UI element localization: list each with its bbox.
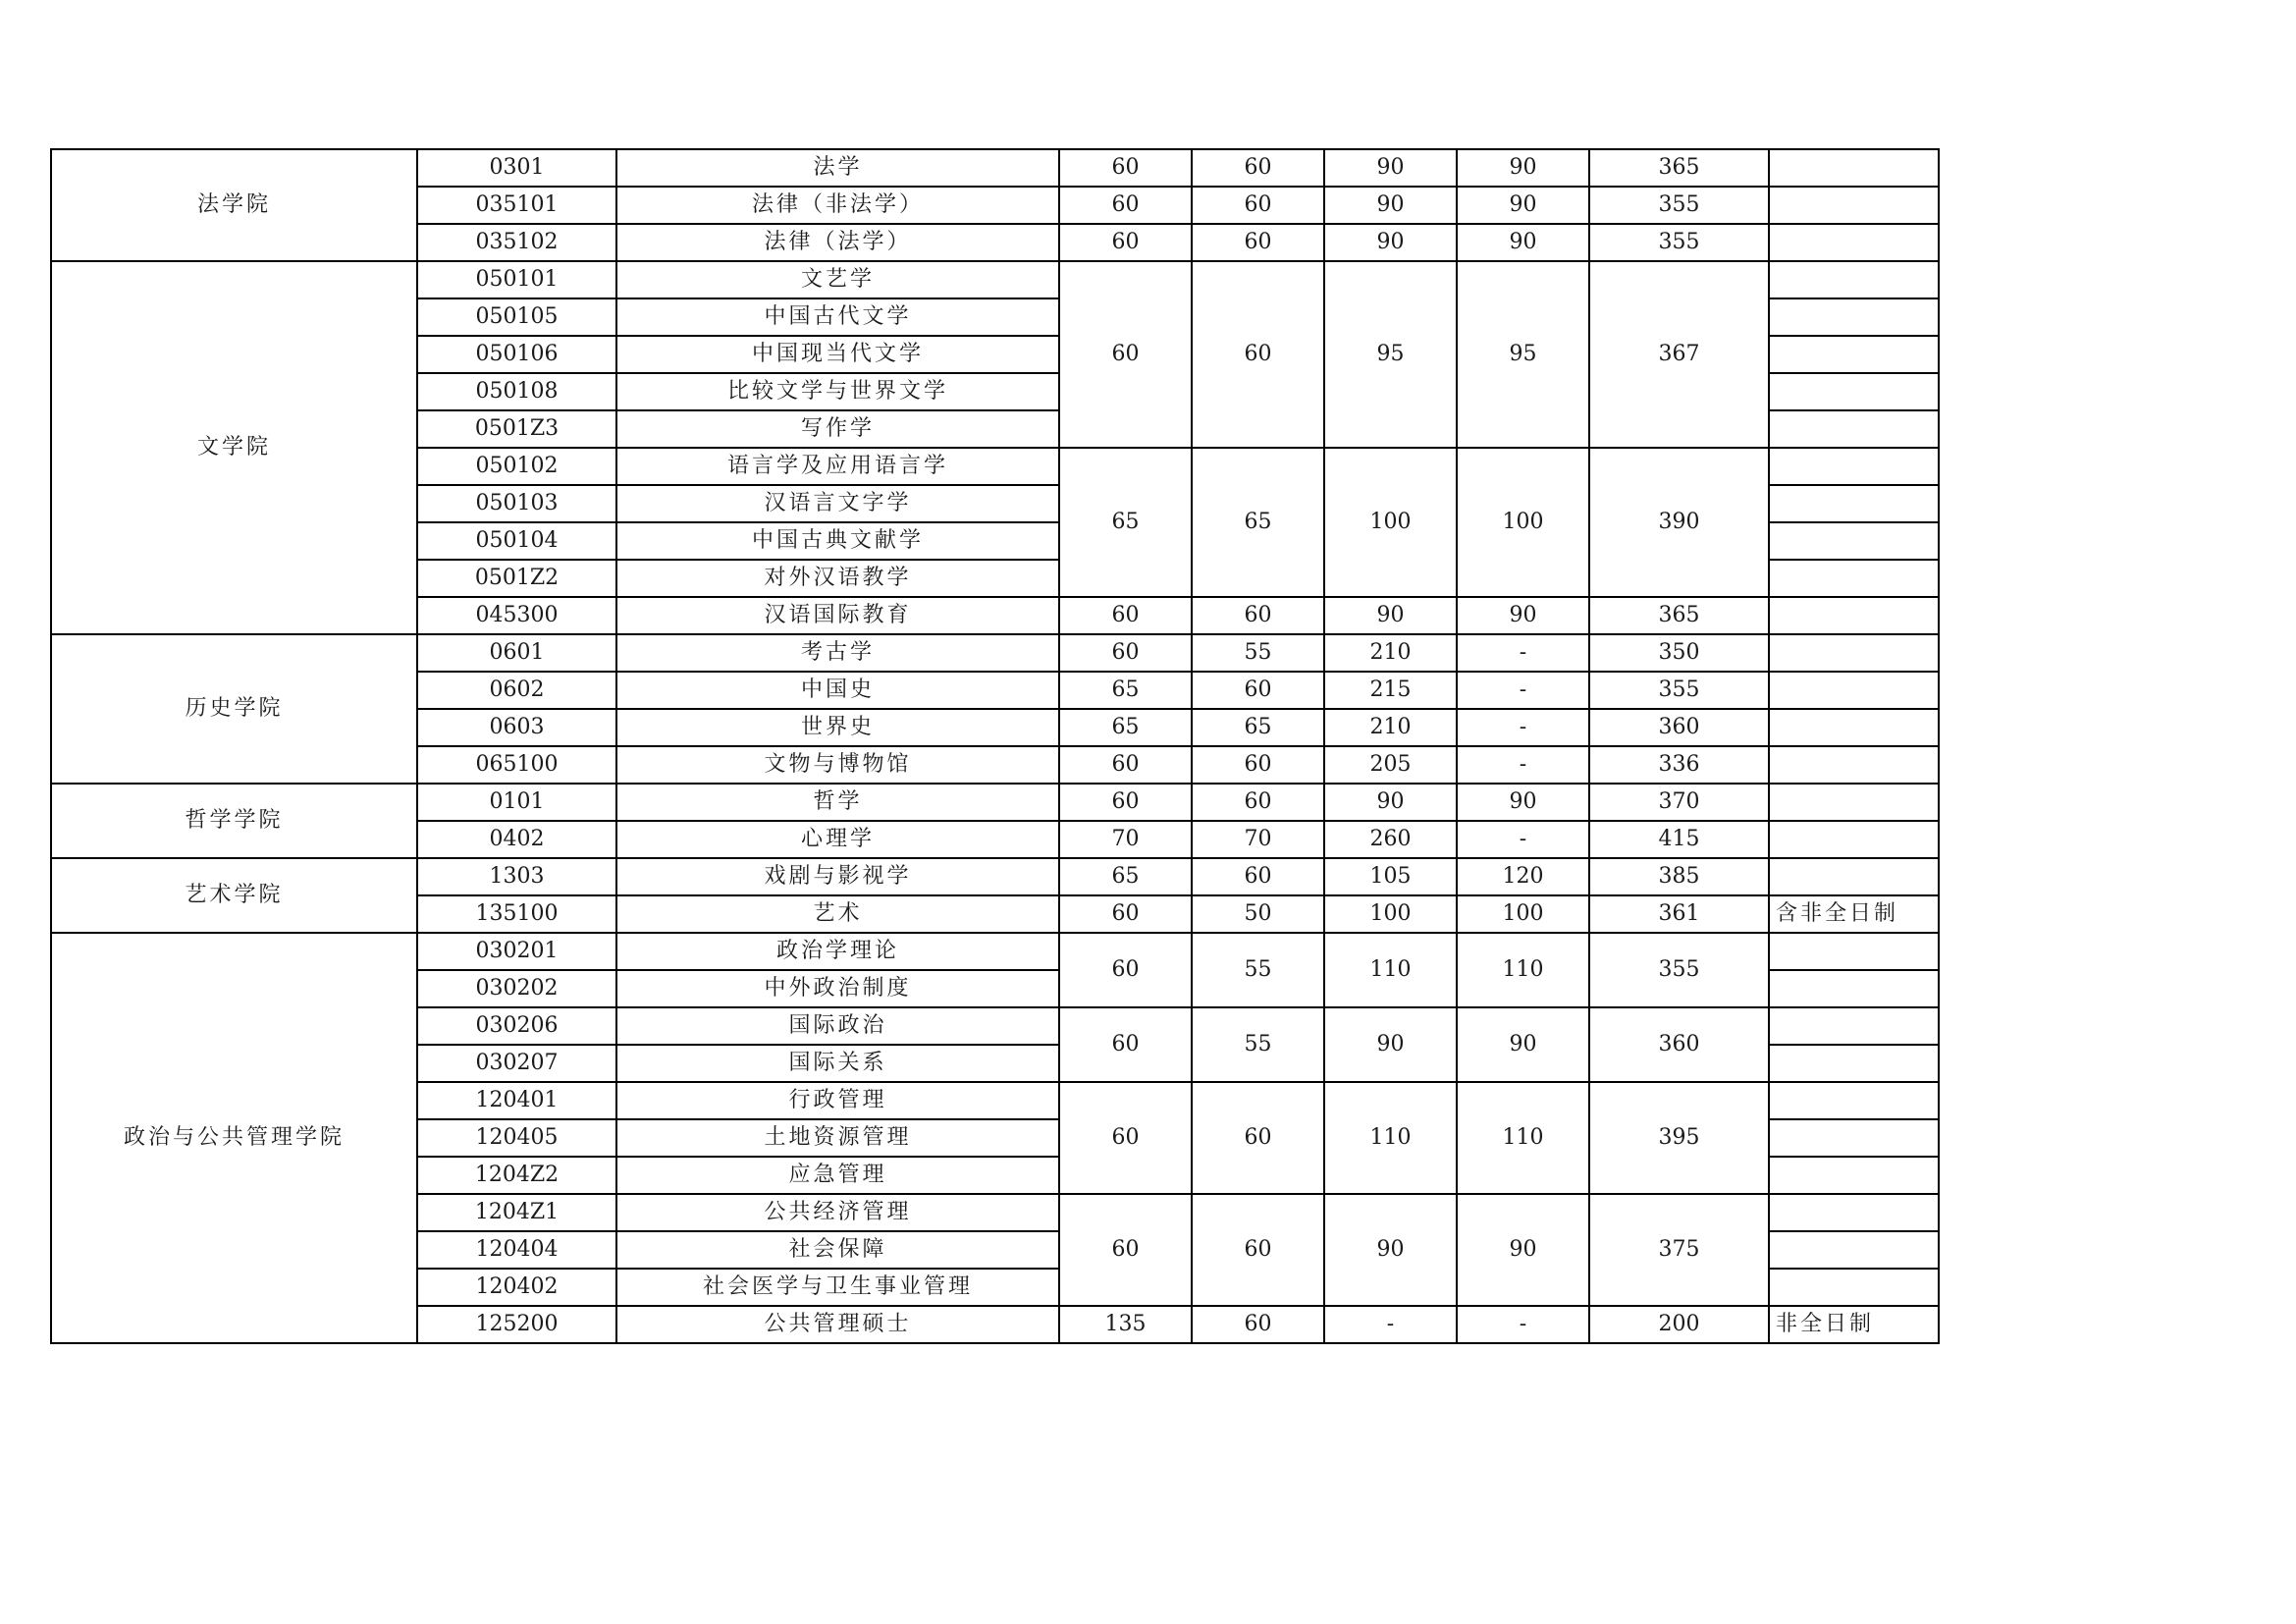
score3-cell: 205 [1324, 746, 1457, 784]
score3-cell: 90 [1324, 224, 1457, 261]
total-cell: 355 [1589, 672, 1769, 709]
score4-cell: 90 [1457, 597, 1589, 634]
score3-cell: - [1324, 1306, 1457, 1343]
score2-cell: 60 [1192, 261, 1324, 448]
score4-cell: 90 [1457, 187, 1589, 224]
note-cell [1769, 634, 1939, 672]
major-cell: 行政管理 [616, 1082, 1059, 1119]
code-cell: 035102 [417, 224, 616, 261]
score1-cell: 60 [1059, 1082, 1192, 1194]
major-cell: 法律（非法学） [616, 187, 1059, 224]
score1-cell: 70 [1059, 821, 1192, 858]
note-cell [1769, 560, 1939, 597]
score1-cell: 60 [1059, 224, 1192, 261]
note-cell: 含非全日制 [1769, 895, 1939, 933]
note-cell [1769, 1045, 1939, 1082]
note-cell [1769, 1231, 1939, 1269]
note-cell [1769, 410, 1939, 448]
note-cell [1769, 1119, 1939, 1157]
score3-cell: 90 [1324, 597, 1457, 634]
total-cell: 375 [1589, 1194, 1769, 1306]
score3-cell: 105 [1324, 858, 1457, 895]
note-cell [1769, 522, 1939, 560]
major-cell: 应急管理 [616, 1157, 1059, 1194]
total-cell: 360 [1589, 709, 1769, 746]
note-cell [1769, 373, 1939, 410]
table-row [51, 784, 1939, 821]
score1-cell: 65 [1059, 448, 1192, 597]
note-cell [1769, 1157, 1939, 1194]
code-cell: 0402 [417, 821, 616, 858]
college-cell: 艺术学院 [51, 858, 417, 933]
major-cell: 考古学 [616, 634, 1059, 672]
score4-cell: - [1457, 1306, 1589, 1343]
score1-cell: 60 [1059, 187, 1192, 224]
code-cell: 030202 [417, 970, 616, 1007]
table-row [51, 261, 1939, 298]
score3-cell: 100 [1324, 895, 1457, 933]
code-cell: 0501Z2 [417, 560, 616, 597]
score2-cell: 60 [1192, 858, 1324, 895]
total-cell: 361 [1589, 895, 1769, 933]
score2-cell: 55 [1192, 933, 1324, 1007]
code-cell: 030207 [417, 1045, 616, 1082]
total-cell: 415 [1589, 821, 1769, 858]
score2-cell: 50 [1192, 895, 1324, 933]
code-cell: 065100 [417, 746, 616, 784]
score4-cell: 90 [1457, 149, 1589, 187]
code-cell: 0603 [417, 709, 616, 746]
code-cell: 1204Z1 [417, 1194, 616, 1231]
score2-cell: 60 [1192, 597, 1324, 634]
score1-cell: 60 [1059, 933, 1192, 1007]
total-cell: 360 [1589, 1007, 1769, 1082]
score4-cell: - [1457, 709, 1589, 746]
score4-cell: 100 [1457, 895, 1589, 933]
note-cell [1769, 597, 1939, 634]
major-cell: 法律（法学） [616, 224, 1059, 261]
score1-cell: 65 [1059, 672, 1192, 709]
major-cell: 中国史 [616, 672, 1059, 709]
score3-cell: 210 [1324, 634, 1457, 672]
note-cell [1769, 858, 1939, 895]
major-cell: 戏剧与影视学 [616, 858, 1059, 895]
score3-cell: 110 [1324, 1082, 1457, 1194]
score2-cell: 65 [1192, 448, 1324, 597]
score1-cell: 60 [1059, 895, 1192, 933]
code-cell: 030201 [417, 933, 616, 970]
total-cell: 370 [1589, 784, 1769, 821]
code-cell: 120404 [417, 1231, 616, 1269]
score4-cell: 95 [1457, 261, 1589, 448]
note-cell [1769, 298, 1939, 336]
table-row [51, 933, 1939, 970]
score2-cell: 65 [1192, 709, 1324, 746]
score1-cell: 135 [1059, 1306, 1192, 1343]
code-cell: 050104 [417, 522, 616, 560]
major-cell: 土地资源管理 [616, 1119, 1059, 1157]
score1-cell: 60 [1059, 261, 1192, 448]
score2-cell: 55 [1192, 1007, 1324, 1082]
score2-cell: 60 [1192, 187, 1324, 224]
note-cell [1769, 672, 1939, 709]
code-cell: 135100 [417, 895, 616, 933]
score4-cell: 100 [1457, 448, 1589, 597]
score1-cell: 65 [1059, 858, 1192, 895]
score2-cell: 60 [1192, 1306, 1324, 1343]
code-cell: 050108 [417, 373, 616, 410]
major-cell: 比较文学与世界文学 [616, 373, 1059, 410]
major-cell: 文艺学 [616, 261, 1059, 298]
total-cell: 367 [1589, 261, 1769, 448]
score3-cell: 90 [1324, 149, 1457, 187]
major-cell: 文物与博物馆 [616, 746, 1059, 784]
score3-cell: 210 [1324, 709, 1457, 746]
total-cell: 200 [1589, 1306, 1769, 1343]
score1-cell: 60 [1059, 597, 1192, 634]
note-cell [1769, 1269, 1939, 1306]
note-cell [1769, 746, 1939, 784]
score2-cell: 55 [1192, 634, 1324, 672]
score4-cell: 90 [1457, 1007, 1589, 1082]
score1-cell: 65 [1059, 709, 1192, 746]
score2-cell: 60 [1192, 149, 1324, 187]
code-cell: 0501Z3 [417, 410, 616, 448]
code-cell: 045300 [417, 597, 616, 634]
major-cell: 汉语言文字学 [616, 485, 1059, 522]
score3-cell: 215 [1324, 672, 1457, 709]
score4-cell: - [1457, 672, 1589, 709]
major-cell: 艺术 [616, 895, 1059, 933]
note-cell [1769, 485, 1939, 522]
note-cell [1769, 149, 1939, 187]
score2-cell: 70 [1192, 821, 1324, 858]
total-cell: 355 [1589, 224, 1769, 261]
college-cell: 文学院 [51, 261, 417, 634]
score3-cell: 90 [1324, 1194, 1457, 1306]
code-cell: 050103 [417, 485, 616, 522]
score2-cell: 60 [1192, 224, 1324, 261]
note-cell [1769, 261, 1939, 298]
total-cell: 365 [1589, 149, 1769, 187]
college-cell: 哲学学院 [51, 784, 417, 858]
code-cell: 0301 [417, 149, 616, 187]
major-cell: 社会医学与卫生事业管理 [616, 1269, 1059, 1306]
code-cell: 050101 [417, 261, 616, 298]
score3-cell: 90 [1324, 784, 1457, 821]
total-cell: 385 [1589, 858, 1769, 895]
note-cell [1769, 970, 1939, 1007]
code-cell: 050106 [417, 336, 616, 373]
score4-cell: - [1457, 821, 1589, 858]
note-cell [1769, 187, 1939, 224]
score4-cell: 120 [1457, 858, 1589, 895]
major-cell: 对外汉语教学 [616, 560, 1059, 597]
score1-cell: 60 [1059, 634, 1192, 672]
score-table [50, 148, 1940, 1344]
score3-cell: 95 [1324, 261, 1457, 448]
score4-cell: 90 [1457, 784, 1589, 821]
note-cell: 非全日制 [1769, 1306, 1939, 1343]
score1-cell: 60 [1059, 746, 1192, 784]
major-cell: 国际政治 [616, 1007, 1059, 1045]
code-cell: 0101 [417, 784, 616, 821]
total-cell: 336 [1589, 746, 1769, 784]
score3-cell: 110 [1324, 933, 1457, 1007]
code-cell: 120401 [417, 1082, 616, 1119]
major-cell: 世界史 [616, 709, 1059, 746]
note-cell [1769, 448, 1939, 485]
score1-cell: 60 [1059, 1007, 1192, 1082]
major-cell: 法学 [616, 149, 1059, 187]
total-cell: 355 [1589, 933, 1769, 1007]
note-cell [1769, 1007, 1939, 1045]
major-cell: 中国古代文学 [616, 298, 1059, 336]
score4-cell: - [1457, 746, 1589, 784]
table-row [51, 149, 1939, 187]
code-cell: 125200 [417, 1306, 616, 1343]
major-cell: 汉语国际教育 [616, 597, 1059, 634]
total-cell: 365 [1589, 597, 1769, 634]
score2-cell: 60 [1192, 784, 1324, 821]
code-cell: 050105 [417, 298, 616, 336]
major-cell: 写作学 [616, 410, 1059, 448]
major-cell: 语言学及应用语言学 [616, 448, 1059, 485]
total-cell: 395 [1589, 1082, 1769, 1194]
score1-cell: 60 [1059, 784, 1192, 821]
college-cell: 政治与公共管理学院 [51, 933, 417, 1343]
score4-cell: 90 [1457, 224, 1589, 261]
code-cell: 0602 [417, 672, 616, 709]
score2-cell: 60 [1192, 672, 1324, 709]
score3-cell: 100 [1324, 448, 1457, 597]
note-cell [1769, 709, 1939, 746]
code-cell: 120405 [417, 1119, 616, 1157]
score4-cell: 110 [1457, 933, 1589, 1007]
major-cell: 哲学 [616, 784, 1059, 821]
score4-cell: 90 [1457, 1194, 1589, 1306]
major-cell: 中国古典文献学 [616, 522, 1059, 560]
score2-cell: 60 [1192, 746, 1324, 784]
table-row [51, 634, 1939, 672]
code-cell: 050102 [417, 448, 616, 485]
code-cell: 120402 [417, 1269, 616, 1306]
major-cell: 国际关系 [616, 1045, 1059, 1082]
score1-cell: 60 [1059, 1194, 1192, 1306]
college-cell: 法学院 [51, 149, 417, 261]
table-row [51, 858, 1939, 895]
major-cell: 政治学理论 [616, 933, 1059, 970]
score4-cell: 110 [1457, 1082, 1589, 1194]
note-cell [1769, 1082, 1939, 1119]
code-cell: 1204Z2 [417, 1157, 616, 1194]
total-cell: 390 [1589, 448, 1769, 597]
total-cell: 350 [1589, 634, 1769, 672]
score2-cell: 60 [1192, 1082, 1324, 1194]
major-cell: 社会保障 [616, 1231, 1059, 1269]
major-cell: 中国现当代文学 [616, 336, 1059, 373]
code-cell: 030206 [417, 1007, 616, 1045]
note-cell [1769, 336, 1939, 373]
note-cell [1769, 224, 1939, 261]
score3-cell: 90 [1324, 187, 1457, 224]
note-cell [1769, 784, 1939, 821]
code-cell: 0601 [417, 634, 616, 672]
score4-cell: - [1457, 634, 1589, 672]
score3-cell: 260 [1324, 821, 1457, 858]
note-cell [1769, 933, 1939, 970]
total-cell: 355 [1589, 187, 1769, 224]
score3-cell: 90 [1324, 1007, 1457, 1082]
note-cell [1769, 821, 1939, 858]
code-cell: 035101 [417, 187, 616, 224]
score1-cell: 60 [1059, 149, 1192, 187]
major-cell: 公共经济管理 [616, 1194, 1059, 1231]
major-cell: 心理学 [616, 821, 1059, 858]
college-cell: 历史学院 [51, 634, 417, 784]
major-cell: 中外政治制度 [616, 970, 1059, 1007]
score2-cell: 60 [1192, 1194, 1324, 1306]
major-cell: 公共管理硕士 [616, 1306, 1059, 1343]
note-cell [1769, 1194, 1939, 1231]
code-cell: 1303 [417, 858, 616, 895]
